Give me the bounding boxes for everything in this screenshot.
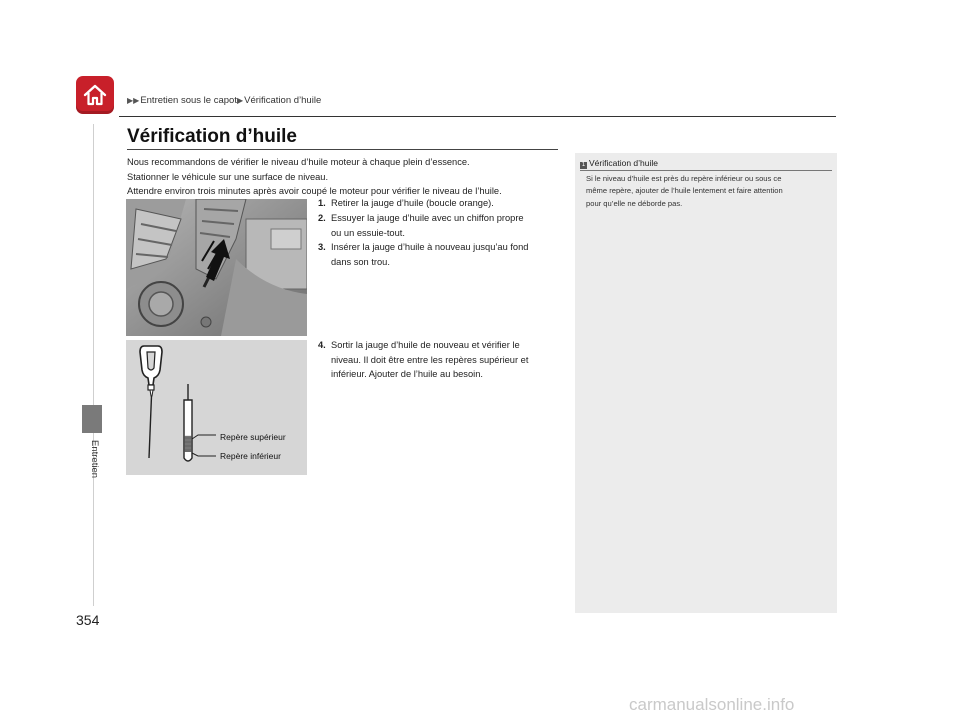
home-icon <box>82 82 108 108</box>
intro-text <box>127 155 567 199</box>
breadcrumb <box>127 95 321 106</box>
step-text: Retirer la jauge d’huile (boucle orange). <box>331 198 494 208</box>
lower-mark-label: Repère inférieur <box>220 451 281 461</box>
section-tab[interactable] <box>82 405 102 433</box>
section-label: Entretien <box>89 440 100 479</box>
step-number: 3. <box>318 242 326 252</box>
header-divider <box>119 116 836 117</box>
note-line: même repère, ajouter de l’huile lentement et faire attention <box>586 186 783 196</box>
step-text: Insérer la jauge d’huile à nouveau jusqu’au fond <box>331 242 529 252</box>
step-text: dans son trou. <box>331 256 390 267</box>
page-title: Vérification d’huile <box>127 126 297 147</box>
upper-mark-label: Repère supérieur <box>220 432 286 442</box>
title-divider <box>127 149 558 150</box>
page-number: 354 <box>76 612 100 628</box>
note-title <box>580 158 658 169</box>
breadcrumb-arrow-icon: ▶▶ <box>127 96 140 105</box>
step-number: 1. <box>318 198 326 208</box>
breadcrumb-arrow-icon: ▶ <box>236 96 244 105</box>
intro-line: Nous recommandons de vérifier le niveau d’huile moteur à chaque plein d’essence. <box>127 157 470 167</box>
note-panel <box>575 153 837 613</box>
watermark: carmanualsonline.info <box>629 695 795 714</box>
home-button[interactable] <box>76 76 114 114</box>
intro-line: Stationner le véhicule sur une surface de niveau. <box>127 171 329 182</box>
note-title-text: Vérification d’huile <box>589 158 658 168</box>
sidebar-line <box>93 124 94 606</box>
step-4 <box>318 338 568 382</box>
step-text: niveau. Il doit être entre les repères supérieur et <box>331 354 529 365</box>
breadcrumb-item-1[interactable]: Entretien sous le capot <box>140 95 237 106</box>
intro-line: Attendre environ trois minutes après avoir coupé le moteur pour vérifier le niveau de l’huile. <box>127 186 502 196</box>
note-line: pour qu’elle ne déborde pas. <box>586 198 683 208</box>
note-body <box>586 173 830 210</box>
step-number: 2. <box>318 213 326 223</box>
step-number: 4. <box>318 340 326 350</box>
step-text: ou un essuie-tout. <box>331 227 405 238</box>
breadcrumb-item-2[interactable]: Vérification d’huile <box>244 95 322 106</box>
step-text: Essuyer la jauge d’huile avec un chiffon propre <box>331 213 524 223</box>
note-divider <box>580 170 832 171</box>
engine-photo <box>126 199 307 336</box>
note-marker: 1 <box>581 162 586 168</box>
dipstick-diagram <box>126 340 307 475</box>
step-text: inférieur. Ajouter de l’huile au besoin. <box>331 369 483 379</box>
step-2 <box>318 211 568 240</box>
note-line: Si le niveau d’huile est près du repère inférieur ou sous ce <box>586 174 782 183</box>
step-3 <box>318 240 568 269</box>
step-1 <box>318 196 568 211</box>
step-text: Sortir la jauge d’huile de nouveau et vérifier le <box>331 340 520 350</box>
